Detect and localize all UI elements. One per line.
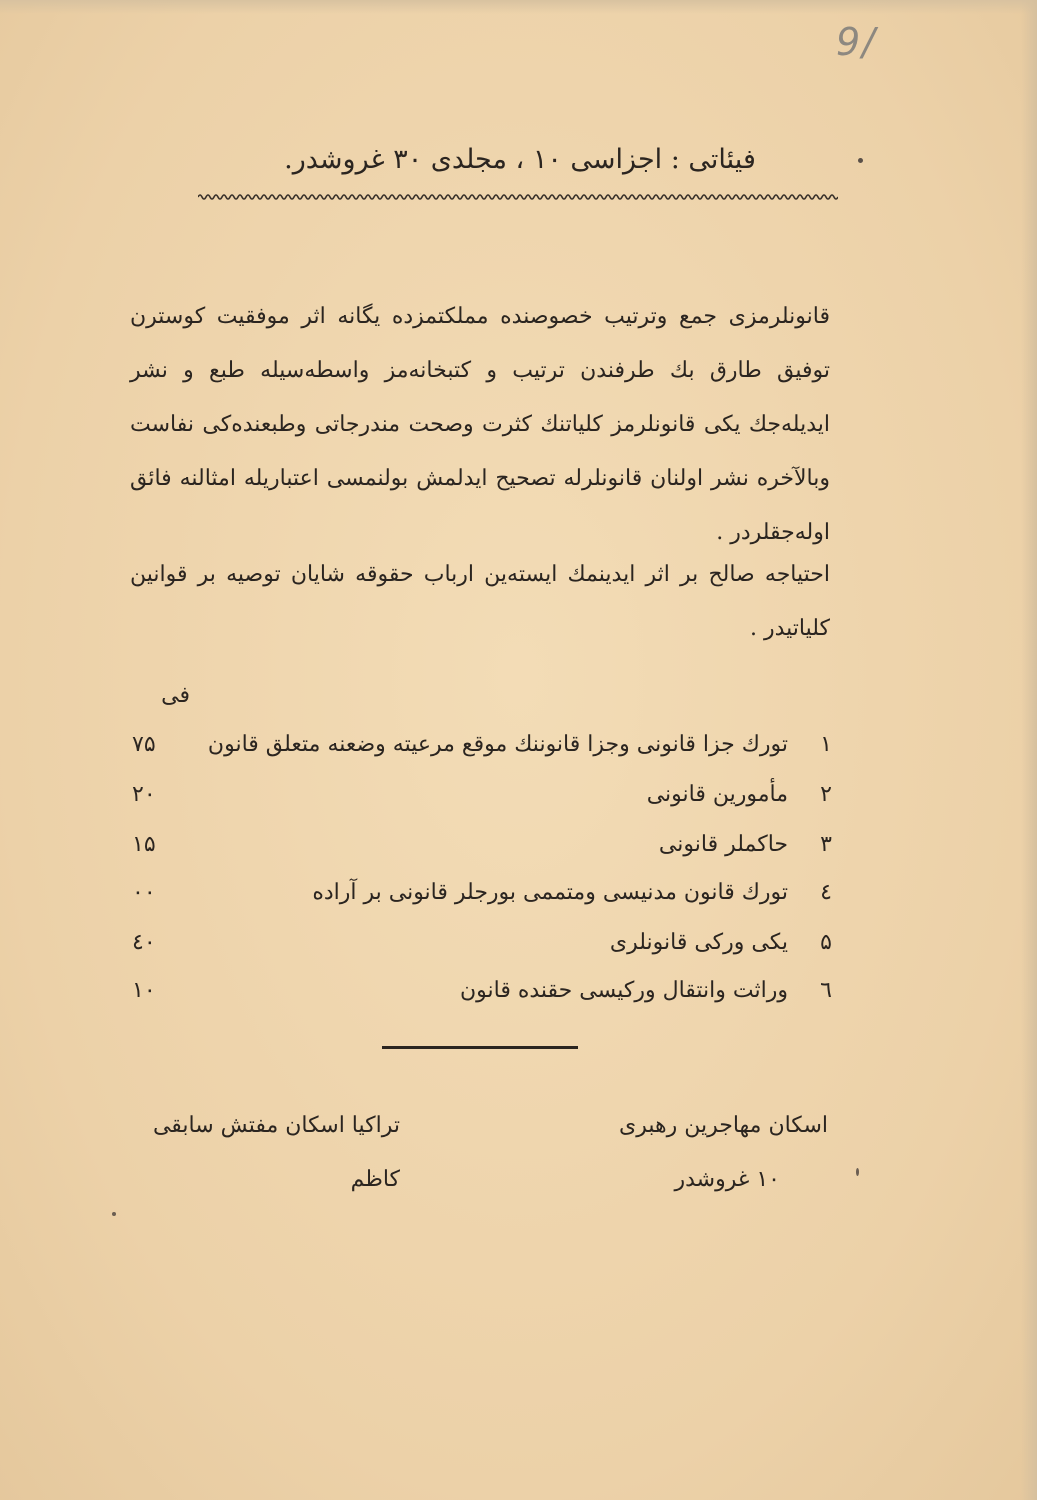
- list-item: [132, 920, 832, 966]
- item-price: ۱۵: [132, 832, 156, 857]
- item-number: ٤: [820, 880, 832, 905]
- footer-price: ۱۰ غروشدر: [674, 1167, 780, 1192]
- item-price: ۷۵: [132, 732, 156, 757]
- description-paragraph: قانونلرمزی جمع وترتیب خصوصنده مملکتمزده یگانه اثر موفقیت کوسترن توفیق طارق بك طرفندن ترتیب و کتبخانه‌مز واسطه‌سیله طبع و نشر ایدیله‌جك یکی قانونلرمز کلیاتنك کثرت وصحت مندرجاتی وطبعنده‌کی نفاست وبالآخره نشر اولنان قانونلرله تصحیح ایدلمش بولنمسی اعتباریله امثالنه فائق اوله‌جقلردر .: [130, 304, 830, 545]
- recommendation-paragraph: احتیاجه صالح بر اثر ایدینمك ایسته‌ین ارباب حقوقه شایان توصیه بر قوانین کلیاتیدر .: [130, 562, 830, 641]
- item-number: ۱: [820, 732, 832, 757]
- price-heading: فیئاتی : اجزاسی ۱۰ ، مجلدی ۳۰ غروشدر.: [284, 144, 756, 175]
- item-price: ۰۰: [132, 880, 156, 905]
- list-item: [132, 968, 832, 1014]
- bullet-dot: [858, 158, 863, 163]
- item-title: مأمورین قانونی: [646, 782, 788, 807]
- item-title: تورك قانون مدنیسی ومتممی بورجلر قانونی بر آراده: [312, 880, 788, 905]
- footer-author-title: تراکیا اسکان مفتش سابقی: [152, 1113, 400, 1138]
- list-item: [132, 870, 832, 916]
- item-price: ۲۰: [132, 782, 156, 807]
- item-price: ٤۰: [132, 930, 156, 955]
- item-title: یکی ورکی قانونلری: [609, 930, 788, 955]
- footer-publisher: اسکان مهاجرین رهبری: [619, 1113, 828, 1138]
- item-title: وراثت وانتقال ورکیسی حقنده قانون: [459, 978, 788, 1003]
- item-number: ۳: [820, 832, 832, 857]
- list-item: [132, 772, 832, 818]
- folio-number: 9/: [836, 20, 877, 64]
- ink-speck: [112, 1212, 116, 1216]
- item-number: ۵: [820, 930, 832, 955]
- paper-edge-top: [0, 0, 1037, 14]
- paper-edge-right: [1021, 0, 1037, 1500]
- section-divider: [382, 1046, 578, 1049]
- footer-author-name: کاظم: [350, 1167, 400, 1192]
- item-number: ٦: [820, 978, 832, 1003]
- item-title: حاکملر قانونی: [658, 832, 788, 857]
- price-column-label: فی: [161, 683, 190, 708]
- list-item: [132, 722, 832, 768]
- wavy-divider: [198, 190, 838, 204]
- list-item: [132, 822, 832, 868]
- ink-speck: [856, 1168, 859, 1176]
- item-title: تورك جزا قانونی وجزا قانوننك موقع مرعیته وضعنه متعلق قانون: [207, 732, 788, 757]
- item-number: ۲: [820, 782, 832, 807]
- item-price: ۱۰: [132, 978, 156, 1003]
